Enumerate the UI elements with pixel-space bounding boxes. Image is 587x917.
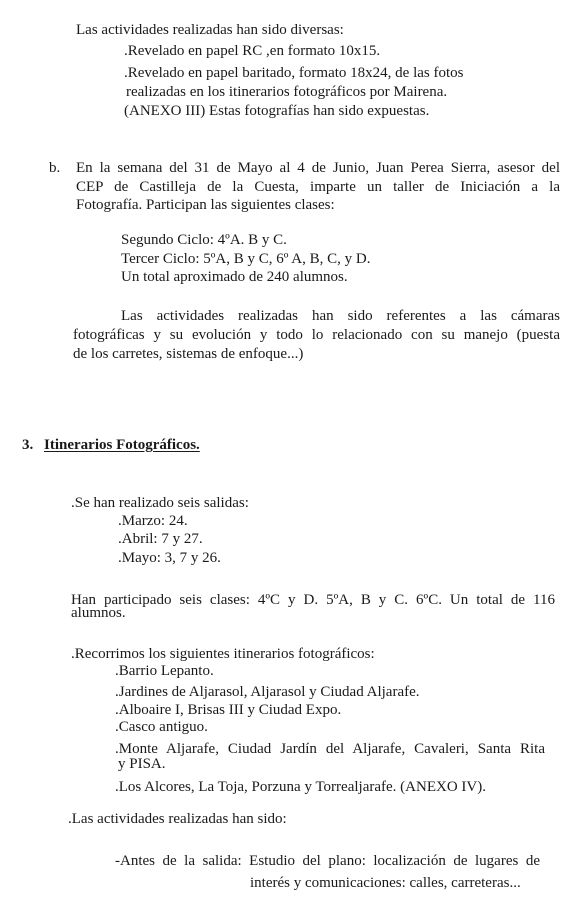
activity-item-baritado-cont: realizadas en los itinerarios fotográficos por Mairena. [126,84,448,100]
trip-abril: .Abril: 7 y 27. [118,531,203,547]
class-total: Un total aproximado de 240 alumnos. [121,269,348,285]
itinerary-item-cont: y PISA. [118,756,166,772]
itinerary-item: .Casco antiguo. [115,719,208,735]
before-trip-line-2: interés y comunicaciones: calles, carreteras... [250,875,521,891]
workshop-line-2: CEP de Castilleja de la Cuesta, imparte un taller de Iniciación a la [76,179,560,195]
item-label-b: b. [49,160,61,176]
class-tercer-ciclo: Tercer Ciclo: 5ºA, B y C, 6º A, B, C, y D. [121,251,371,267]
activities-intro: Las actividades realizadas han sido diversas: [76,22,344,38]
workshop-activities-3: de los carretes, sistemas de enfoque...) [73,346,304,362]
activity-item-anexo-iii: (ANEXO III) Estas fotografías han sido expuestas. [124,103,430,119]
section-title: Itinerarios Fotográficos. [44,437,200,453]
activities-done-intro: .Las actividades realizadas han sido: [68,811,287,827]
activity-item-rc: .Revelado en papel RC ,en formato 10x15. [124,43,381,59]
workshop-activities-2: fotográficas y su evolución y todo lo relacionado con su manejo (puesta [73,327,560,343]
workshop-activities-1: Las actividades realizadas han sido referentes a las cámaras [121,308,560,324]
itinerary-item: .Los Alcores, La Toja, Porzuna y Torrealjarafe. (ANEXO IV). [115,779,486,795]
participation-line-1: Han participado seis clases: 4ºC y D. 5ºA, B y C. 6ºC. Un total de 116 [71,592,555,608]
itinerary-item: .Monte Aljarafe, Ciudad Jardín del Aljarafe, Cavaleri, Santa Rita [115,741,545,757]
class-segundo-ciclo: Segundo Ciclo: 4ºA. B y C. [121,232,287,248]
section-number: 3. [22,437,34,453]
itinerary-item: .Alboaire I, Brisas III y Ciudad Expo. [115,702,342,718]
trip-marzo: .Marzo: 24. [118,513,188,529]
activity-item-baritado: .Revelado en papel baritado, formato 18x24, de las fotos [124,65,464,81]
section-heading [22,436,200,454]
participation-line-2: alumnos. [71,605,126,621]
workshop-line-1: En la semana del 31 de Mayo al 4 de Junio, Juan Perea Sierra, asesor del [76,160,560,176]
trips-intro: .Se han realizado seis salidas: [71,495,249,511]
itinerary-item: .Barrio Lepanto. [115,663,214,679]
before-trip-line-1: -Antes de la salida: Estudio del plano: localización de lugares de [115,853,540,869]
itinerary-item: .Jardines de Aljarasol, Aljarasol y Ciudad Aljarafe. [115,684,420,700]
trip-mayo: .Mayo: 3, 7 y 26. [118,550,221,566]
itineraries-intro: .Recorrimos los siguientes itinerarios fotográficos: [71,646,375,662]
workshop-line-3: Fotografía. Participan las siguientes clases: [76,197,335,213]
